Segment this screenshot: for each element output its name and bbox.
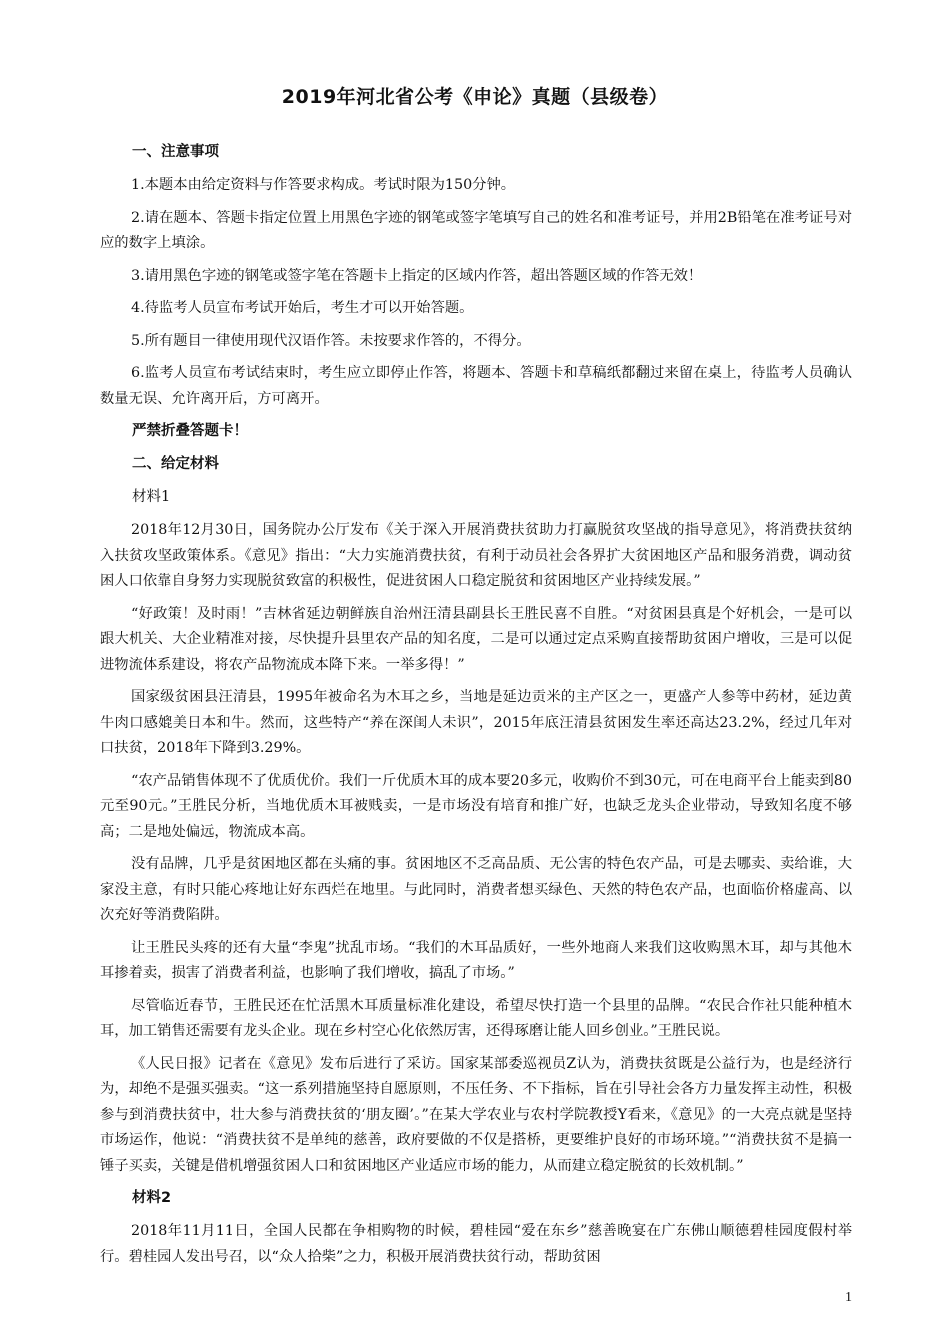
material-2-paragraph: 2018年11月11日，全国人民都在争相购物的时候，碧桂园“爱在东乡”慈善晚宴在广东佛山顺德碧桂园度假村举行。碧桂园人发出号召，以“众人拾柴”之力，积极开展消费扶贫行动，帮助贫困 bbox=[100, 1223, 852, 1265]
material-1-paragraph: 《人民日报》记者在《意见》发布后进行了采访。国家某部委巡视员Z认为，消费扶贫既是公益行为，也是经济行为，却绝不是强买强卖。“这一系列措施坚持自愿原则，不压任务、不下指标，旨在引导社会各方力量发挥主动性，积极参与到消费扶贫中，壮大参与消费扶贫的‘朋友圈’。”在某大学农业与农村学院教授Y看来，《意见》的一大亮点就是坚持市场运作，他说：“消费扶贫不是单纯的慈善，政府要做的不仅是搭桥，更要维护良好的市场环境。”“消费扶贫不是搞一锤子买卖，关键是借机增强贫困人口和贫困地区产业适应市场的能力，从而建立稳定脱贫的长效机制。” bbox=[100, 1055, 852, 1174]
document-body bbox=[100, 140, 852, 1277]
page-number: 1 bbox=[845, 1290, 852, 1305]
material-1-paragraph: “农产品销售体现不了优质优价。我们一斤优质木耳的成本要20多元，收购价不到30元，可在电商平台上能卖到80元至90元。”王胜民分析，当地优质木耳被贱卖，一是市场没有培育和推广好，也缺乏龙头企业带动，导致知名度不够高；二是地处偏远，物流成本高。 bbox=[100, 772, 852, 840]
notice-item-3: 3.请用黑色字迹的钢笔或签字笔在答题卡上指定的区域内作答，超出答题区域的作答无效！ bbox=[131, 267, 703, 284]
material-1-paragraph: 2018年12月30日，国务院办公厅发布《关于深入开展消费扶贫助力打赢脱贫攻坚战的指导意见》，将消费扶贫纳入扶贫攻坚政策体系。《意见》指出：“大力实施消费扶贫，有利于动员社会各界扩大贫困地区产品和服务消费，调动贫困人口依靠自身努力实现脱贫致富的积极性，促进贫困人口稳定脱贫和贫困地区产业持续发展。” bbox=[100, 522, 852, 589]
material-1-paragraph: 让王胜民头疼的还有大量“李鬼”扰乱市场。“我们的木耳品质好，一些外地商人来我们这收购黑木耳，却与其他木耳掺着卖，损害了消费者利益，也影响了我们增收，搞乱了市场。” bbox=[100, 939, 852, 981]
material-1-label: 材料1 bbox=[132, 489, 171, 505]
warning-text: 严禁折叠答题卡！ bbox=[132, 423, 248, 439]
material-1-paragraph: 没有品牌，几乎是贫困地区都在头痛的事。贫困地区不乏高品质、无公害的特色农产品，可是去哪卖、卖给谁，大家没主意，有时只能心疼地让好东西烂在地里。与此同时，消费者想买绿色、天然的特色农产品，也面临价格虚高、以次充好等消费陷阱。 bbox=[100, 856, 852, 923]
notice-item-4: 4.待监考人员宣布考试开始后，考生才可以开始答题。 bbox=[131, 300, 474, 316]
section-heading-notice: 一、注意事项 bbox=[132, 144, 219, 160]
section-heading-materials: 二、给定材料 bbox=[132, 456, 219, 472]
material-1-paragraph: 国家级贫困县汪清县，1995年被命名为木耳之乡，当地是延边贡米的主产区之一，更盛产人参等中药材，延边黄牛肉口感媲美日本和牛。然而，这些特产“养在深闺人未识”，2015年底汪清县贫困发生率还高达23.2%，经过几年对口扶贫，2018年下降到3.29%。 bbox=[100, 689, 852, 756]
notice-item-1: 1.本题本由给定资料与作答要求构成。考试时限为150分钟。 bbox=[131, 177, 516, 193]
notice-item-6: 6.监考人员宣布考试结束时，考生应立即停止作答，将题本、答题卡和草稿纸都翻过来留在桌上，待监考人员确认数量无误、允许离开后，方可离开。 bbox=[100, 365, 852, 407]
document-title: 2019年河北省公考《申论》真题（县级卷） bbox=[281, 86, 669, 108]
notice-item-2: 2.请在题本、答题卡指定位置上用黑色字迹的钢笔或签字笔填写自己的姓名和准考证号，并用2B铅笔在准考证号对应的数字上填涂。 bbox=[100, 209, 852, 251]
material-1-paragraph: 尽管临近春节，王胜民还在忙活黑木耳质量标准化建设，希望尽快打造一个县里的品牌。“农民合作社只能种植木耳，加工销售还需要有龙头企业。现在乡村空心化依然厉害，还得琢磨让能人回乡创业。”王胜民说。 bbox=[100, 997, 852, 1039]
material-1-paragraph: “好政策！及时雨！”吉林省延边朝鲜族自治州汪清县副县长王胜民喜不自胜。“对贫困县真是个好机会，一是可以跟大机关、大企业精准对接，尽快提升县里农产品的知名度，二是可以通过定点采购直接帮助贫困户增收，三是可以促进物流体系建设，将农产品物流成本降下来。一举多得！” bbox=[100, 605, 852, 673]
material-2-label: 材料2 bbox=[132, 1190, 172, 1206]
notice-item-5: 5.所有题目一律使用现代汉语作答。未按要求作答的，不得分。 bbox=[131, 332, 531, 349]
